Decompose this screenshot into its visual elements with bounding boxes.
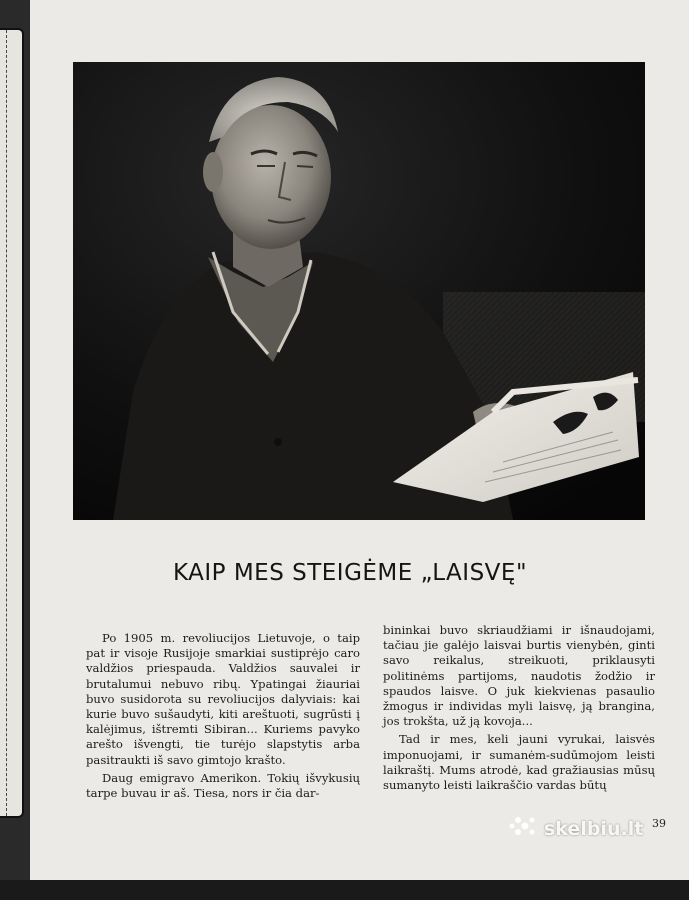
dots-logo-icon [508, 815, 538, 842]
paragraph: bininkai buvo skriaudžiami ir išnaudojami, tačiau jie galėjo laisvai burtis vienybėn, ginti savo reikalus, streikuoti, priklausyti politinėms partijoms, naudotis žodžio ir spaudos laisve. O juk kiekvienas pasaulio žmogus ir individas myli laisvę, ją brangina, jos trokšta, už ją kovoja... [383, 623, 655, 729]
photo-elderly-man-reading-newspaper [73, 62, 645, 520]
adjacent-page-strip [0, 0, 30, 900]
article-column-right [383, 623, 655, 793]
portrait-photo [73, 62, 645, 520]
adjacent-page-edge [0, 28, 24, 818]
article-column-left [86, 631, 360, 801]
table-surface [0, 880, 689, 900]
paragraph: Po 1905 m. revoliucijos Lietuvoje, o taip pat ir visoje Rusijoje smarkiai sustiprėjo caro valdžios priespauda. Valdžios sauvalei ir brutalumui nebuvo ribų. Ypatingai žiauriai buvo susidorota su revoliucijos dalyviais: kai kurie buvo sušaudyti, kiti areštuoti, sugrūsti į kalėjimus, ištremti Sibiran... Kuriems pavyko arešto išvengti, tie turėjo slapstytis arba pasitraukti iš savo gimtojo krašto. [86, 631, 360, 767]
watermark-text: skelbiu.lt [544, 817, 644, 840]
page-number: 39 [652, 817, 666, 830]
paragraph: Daug emigravo Amerikon. Tokių išvykusių tarpe buvau ir aš. Tiesa, nors ir čia dar- [86, 770, 360, 801]
watermark [508, 815, 643, 842]
paragraph: Tad ir mes, keli jauni vyrukai, laisvės imponuojami, ir sumanėm-sudūmojom leisti laikraštį. Mums atrodė, kad gražiausias mūsų sumanyto leisti laikraščio vardas būtų [383, 732, 655, 793]
article-title: KAIP MES STEIGĖME „LAISVĘ" [172, 560, 528, 586]
